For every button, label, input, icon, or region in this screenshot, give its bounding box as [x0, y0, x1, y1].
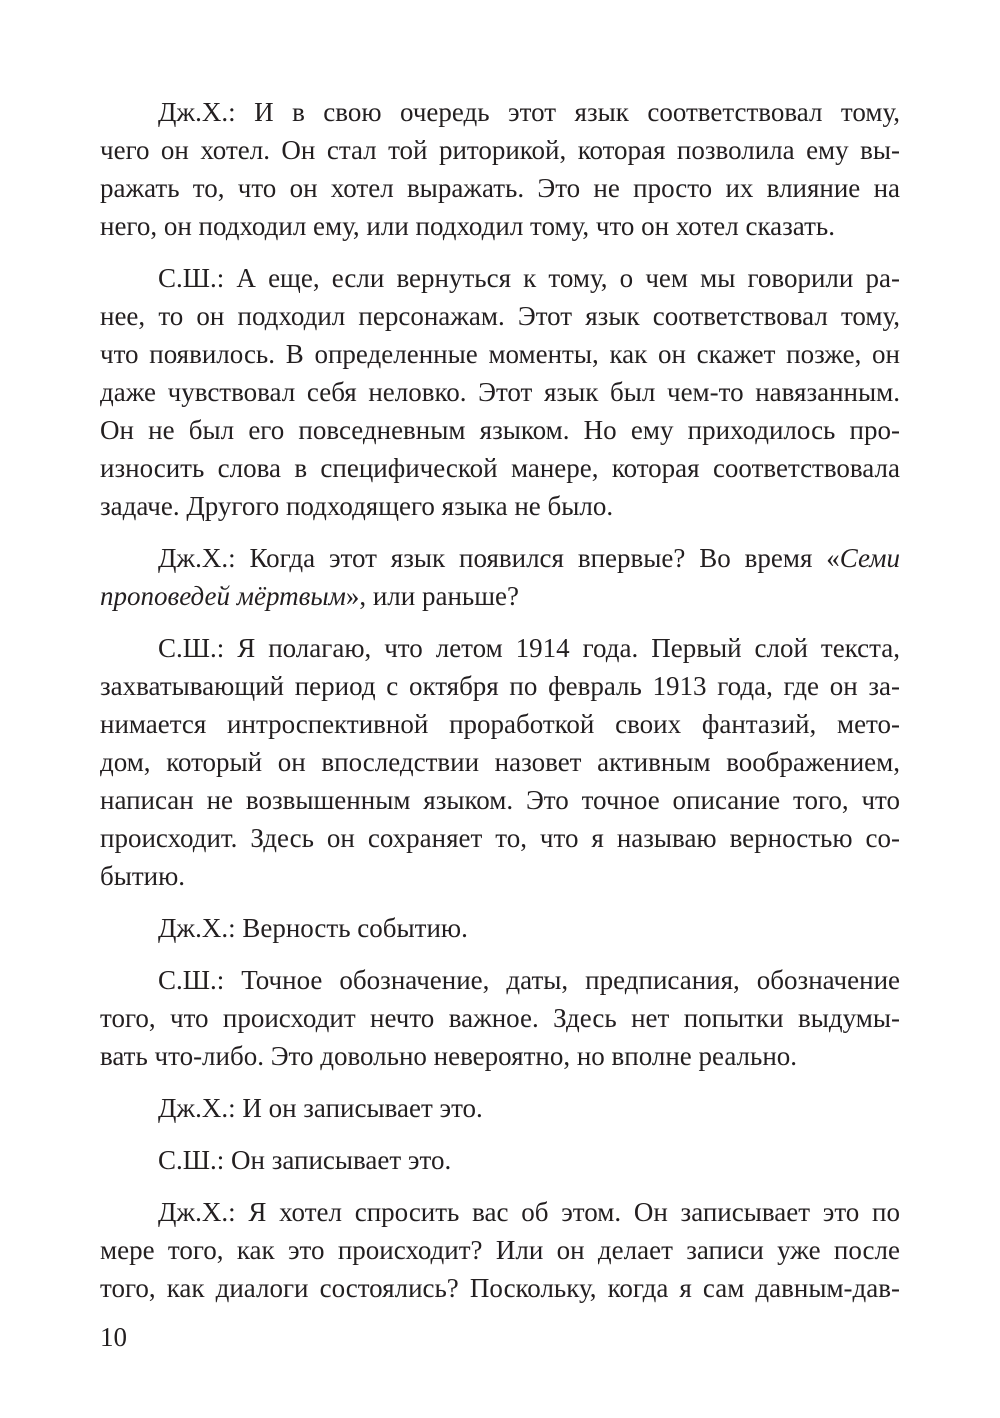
paragraph-5	[100, 909, 900, 947]
text-line: даже чувствовал себя неловко. Этот язык был чем-то навязанным.	[100, 377, 900, 407]
text-run: Дж.Х.: Когда этот язык появился впервые? Во время «	[158, 543, 840, 573]
paragraph-1	[100, 93, 900, 245]
text-line: С.Ш.: Он записывает это.	[158, 1145, 452, 1175]
text-line: чего он хотел. Он стал той риторикой, которая позволила ему вы-	[100, 135, 900, 165]
text-line: мере того, как это происходит? Или он делает записи уже после	[100, 1235, 900, 1265]
paragraph-2	[100, 259, 900, 525]
text-line: Дж.Х.: И он записывает это.	[158, 1093, 483, 1123]
text-line: захватывающий период с октября по февраль 1913 года, где он за-	[100, 671, 900, 701]
text-line: Дж.Х.: Верность событию.	[158, 913, 468, 943]
text-line: износить слова в специфической манере, которая соответствовала	[100, 453, 900, 483]
page-number: 10	[100, 1322, 127, 1352]
text-line: задаче. Другого подходящего языка не было.	[100, 491, 614, 521]
text-line: того, как диалоги состоялись? Поскольку, когда я сам давным-дав-	[100, 1273, 900, 1303]
text-line	[100, 577, 900, 615]
text-line: того, что происходит нечто важное. Здесь нет попытки выдумы-	[100, 1003, 900, 1033]
paragraph-7	[100, 1089, 900, 1127]
text-line: дом, который он впоследствии назовет активным воображением,	[100, 747, 900, 777]
paragraph-8	[100, 1141, 900, 1179]
text-line: нимается интроспективной проработкой своих фантазий, мето-	[100, 709, 900, 739]
text-line: нее, то он подходил персонажам. Этот язык соответствовал тому,	[100, 301, 900, 331]
text-line: Он не был его повседневным языком. Но ему приходилось про-	[100, 415, 900, 445]
paragraph-9	[100, 1193, 900, 1307]
text-line: С.Ш.: А еще, если вернуться к тому, о чем мы говорили ра-	[158, 263, 900, 293]
text-run: », или раньше?	[345, 581, 519, 611]
text-line: Дж.Х.: И в свою очередь этот язык соответствовал тому,	[158, 97, 900, 127]
paragraph-4	[100, 629, 900, 895]
text-line: что появилось. В определенные моменты, как он скажет позже, он	[100, 339, 900, 369]
text-line	[100, 539, 900, 577]
text-line: написан не возвышенным языком. Это точное описание того, что	[100, 785, 900, 815]
text-line: С.Ш.: Я полагаю, что летом 1914 года. Первый слой текста,	[158, 633, 900, 663]
text-line: вать что-либо. Это довольно невероятно, но вполне реально.	[100, 1041, 798, 1071]
text-line: Дж.Х.: Я хотел спросить вас об этом. Он записывает это по	[158, 1197, 900, 1227]
text-line: С.Ш.: Точное обозначение, даты, предписания, обозначение	[158, 965, 900, 995]
text-line: него, он подходил ему, или подходил тому, что он хотел сказать.	[100, 211, 835, 241]
page-body	[100, 93, 900, 1321]
paragraph-3	[100, 539, 900, 615]
text-line: ражать то, что он хотел выражать. Это не просто их влияние на	[100, 173, 900, 203]
book-title-italic: Семи	[839, 543, 900, 573]
paragraph-6	[100, 961, 900, 1075]
text-line: происходит. Здесь он сохраняет то, что я называю верностью со-	[100, 823, 900, 853]
book-title-italic: проповедей мёртвым	[100, 581, 346, 611]
text-line: бытию.	[100, 861, 186, 891]
